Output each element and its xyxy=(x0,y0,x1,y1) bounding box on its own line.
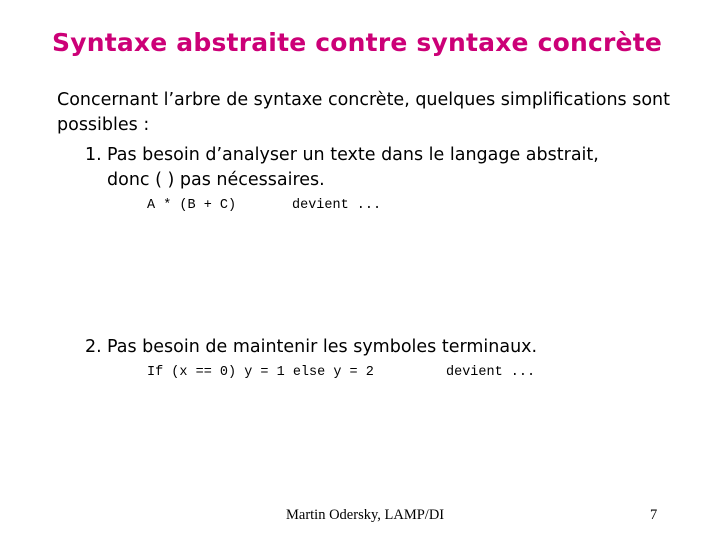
code-example-2-result: devient ... xyxy=(446,365,536,380)
list-item-text xyxy=(107,335,537,360)
list-item-line: donc ( ) pas nécessaires. xyxy=(107,170,325,190)
list-item-line: Pas besoin de maintenir les symboles terminaux. xyxy=(107,337,538,357)
code-example-2: If (x == 0) y = 1 else y = 2 xyxy=(147,365,374,380)
list-item-text xyxy=(107,143,599,193)
code-example-1: A * (B + C) xyxy=(147,198,237,213)
slide-title: Syntaxe abstraite contre syntaxe concrète xyxy=(52,28,662,57)
list-item-number: 1. xyxy=(85,145,102,165)
page-number: 7 xyxy=(650,507,658,523)
list-item-number: 2. xyxy=(85,337,102,357)
footer-author: Martin Odersky, LAMP/DI xyxy=(286,507,445,523)
list-item-line: Pas besoin d’analyser un texte dans le langage abstrait, xyxy=(107,145,599,165)
code-example-1-result: devient ... xyxy=(292,198,382,213)
intro-paragraph: Concernant l’arbre de syntaxe concrète, quelques simplifications sont possibles : xyxy=(57,90,671,135)
